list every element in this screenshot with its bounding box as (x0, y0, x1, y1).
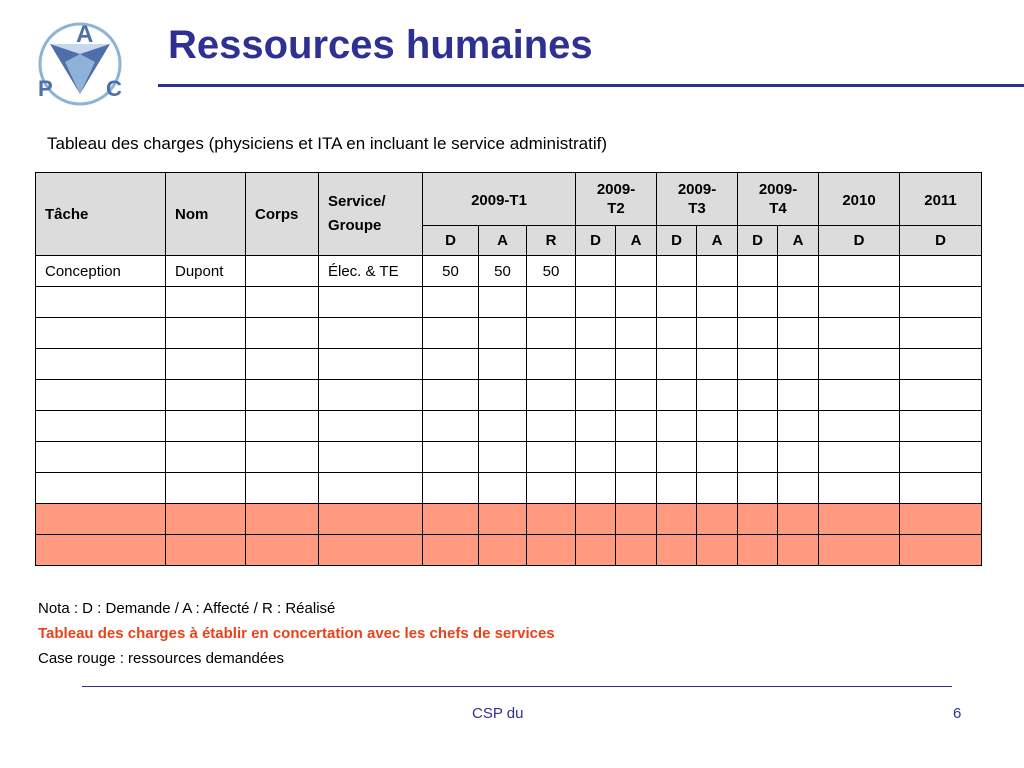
table-cell (778, 349, 819, 380)
header-2009-t4-line2: T4 (769, 200, 787, 217)
table-row-empty (36, 349, 982, 380)
header-2011: 2011 (900, 173, 982, 226)
table-cell (616, 318, 657, 349)
table-caption: Tableau des charges (physiciens et ITA en incluant le service administratif) (47, 134, 608, 153)
header-2009-t4-line1: 2009- (758, 181, 798, 198)
table-cell (527, 380, 576, 411)
table-cell (319, 504, 423, 535)
table-cell (657, 349, 697, 380)
table-cell (527, 442, 576, 473)
table-cell (246, 318, 319, 349)
table-cell (319, 442, 423, 473)
table-cell (527, 411, 576, 442)
cell-t2-d (576, 256, 616, 287)
table-cell (900, 473, 982, 504)
cell-t2-a (616, 256, 657, 287)
table-cell (166, 349, 246, 380)
table-cell (657, 380, 697, 411)
table-cell (246, 535, 319, 566)
cell-t4-d (738, 256, 778, 287)
table-cell (657, 473, 697, 504)
table-cell (319, 411, 423, 442)
table-cell (319, 473, 423, 504)
table-cell (697, 349, 738, 380)
table-cell (738, 287, 778, 318)
table-cell (479, 411, 527, 442)
header-2009-t2 (576, 173, 657, 226)
table-cell (697, 380, 738, 411)
table-cell (900, 318, 982, 349)
table-cell (527, 535, 576, 566)
header-service (319, 173, 423, 256)
table-cell (319, 287, 423, 318)
table-cell (616, 473, 657, 504)
cell-t1-d: 50 (423, 256, 479, 287)
table-cell (697, 318, 738, 349)
table-cell (819, 504, 900, 535)
table-cell (819, 349, 900, 380)
table-cell (900, 287, 982, 318)
table-cell (479, 442, 527, 473)
table-cell (166, 442, 246, 473)
table-cell (616, 411, 657, 442)
table-cell (246, 349, 319, 380)
table-cell (479, 318, 527, 349)
cell-t1-a: 50 (479, 256, 527, 287)
cell-service: Élec. & TE (319, 256, 423, 287)
table-cell (479, 349, 527, 380)
subheader-t3-a: A (697, 226, 738, 256)
table-cell (657, 535, 697, 566)
table-cell (166, 535, 246, 566)
table-cell (166, 411, 246, 442)
table-cell (246, 287, 319, 318)
table-row (36, 256, 982, 287)
table-cell (778, 535, 819, 566)
table-cell (616, 287, 657, 318)
logo-letter-p: P (38, 76, 53, 101)
table-cell (246, 442, 319, 473)
table-cell (697, 411, 738, 442)
page-number: 6 (953, 705, 962, 722)
header-2009-t2-line1: 2009- (596, 181, 636, 198)
table-cell (527, 287, 576, 318)
header-2009-t3-line1: 2009- (677, 181, 717, 198)
table-cell (423, 473, 479, 504)
table-row-empty (36, 411, 982, 442)
table-row-empty (36, 473, 982, 504)
header-2009-t2-line2: T2 (607, 200, 625, 217)
subheader-t4-d: D (738, 226, 778, 256)
table-cell (576, 442, 616, 473)
subheader-2010-d: D (819, 226, 900, 256)
table-cell (576, 349, 616, 380)
table-row-requested (36, 504, 982, 535)
table-cell (479, 287, 527, 318)
table-cell (819, 535, 900, 566)
table-cell (900, 535, 982, 566)
table-cell (319, 349, 423, 380)
table-cell (657, 318, 697, 349)
subheader-t1-r: R (527, 226, 576, 256)
table-cell (616, 535, 657, 566)
table-cell (576, 504, 616, 535)
table-cell (778, 380, 819, 411)
header-2009-t3-line2: T3 (688, 200, 706, 217)
table-cell (819, 380, 900, 411)
table-cell (738, 504, 778, 535)
table-cell (479, 473, 527, 504)
table-cell (778, 504, 819, 535)
table-cell (36, 442, 166, 473)
logo-letter-c: C (106, 76, 122, 101)
table-cell (423, 318, 479, 349)
table-cell (479, 504, 527, 535)
table-row-empty (36, 442, 982, 473)
table-cell (778, 287, 819, 318)
subheader-t2-d: D (576, 226, 616, 256)
header-tache: Tâche (36, 173, 166, 256)
table-cell (246, 411, 319, 442)
cell-nom: Dupont (166, 256, 246, 287)
table-cell (527, 473, 576, 504)
table-cell (166, 473, 246, 504)
footer-text: CSP du (472, 705, 524, 722)
table-cell (246, 504, 319, 535)
subheader-t1-d: D (423, 226, 479, 256)
table-cell (423, 411, 479, 442)
table-cell (657, 287, 697, 318)
table-cell (36, 287, 166, 318)
table-cell (319, 318, 423, 349)
table-cell (423, 535, 479, 566)
table-cell (657, 442, 697, 473)
table-cell (738, 380, 778, 411)
cell-corps (246, 256, 319, 287)
table-cell (246, 473, 319, 504)
table-cell (657, 504, 697, 535)
page-title: Ressources humaines (168, 23, 593, 67)
subheader-t2-a: A (616, 226, 657, 256)
table-row-empty (36, 287, 982, 318)
table-cell (166, 287, 246, 318)
table-cell (166, 380, 246, 411)
charges-table (35, 172, 982, 566)
table-cell (479, 535, 527, 566)
cell-t1-r: 50 (527, 256, 576, 287)
table-cell (778, 442, 819, 473)
header-2009-t4 (738, 173, 819, 226)
table-cell (657, 411, 697, 442)
table-row-empty (36, 380, 982, 411)
subheader-2011-d: D (900, 226, 982, 256)
header-corps: Corps (246, 173, 319, 256)
table-cell (319, 535, 423, 566)
table-cell (616, 380, 657, 411)
table-cell (479, 380, 527, 411)
table-cell (778, 411, 819, 442)
table-cell (576, 318, 616, 349)
table-cell (36, 380, 166, 411)
cell-t4-a (778, 256, 819, 287)
table-cell (819, 318, 900, 349)
table-cell (423, 442, 479, 473)
table-cell (423, 349, 479, 380)
table-cell (738, 411, 778, 442)
table-cell (36, 318, 166, 349)
table-cell (616, 442, 657, 473)
table-cell (738, 349, 778, 380)
table-cell (819, 442, 900, 473)
table-cell (778, 473, 819, 504)
table-cell (900, 442, 982, 473)
table-cell (738, 473, 778, 504)
title-underline (158, 84, 1024, 87)
table-cell (527, 318, 576, 349)
table-cell (166, 318, 246, 349)
logo-letter-a: A (76, 21, 94, 48)
table-cell (576, 473, 616, 504)
table-cell (819, 411, 900, 442)
table-cell (697, 442, 738, 473)
cell-2010-d (819, 256, 900, 287)
footer-divider (82, 686, 952, 687)
table-cell (36, 411, 166, 442)
apc-logo (30, 12, 130, 112)
table-cell (576, 535, 616, 566)
table-cell (616, 504, 657, 535)
header-service-line2: Groupe (328, 217, 382, 234)
table-cell (423, 504, 479, 535)
table-cell (423, 287, 479, 318)
table-cell (36, 349, 166, 380)
table-cell (697, 473, 738, 504)
table-cell (697, 504, 738, 535)
subheader-t4-a: A (778, 226, 819, 256)
highlight-note: Tableau des charges à établir en concertation avec les chefs de services (38, 625, 555, 642)
table-cell (576, 287, 616, 318)
table-cell (738, 535, 778, 566)
table-cell (576, 380, 616, 411)
table-cell (527, 349, 576, 380)
table-cell (246, 380, 319, 411)
subheader-t1-a: A (479, 226, 527, 256)
table-cell (576, 411, 616, 442)
table-cell (423, 380, 479, 411)
subheader-t3-d: D (657, 226, 697, 256)
table-cell (319, 380, 423, 411)
red-case-note: Case rouge : ressources demandées (38, 650, 284, 667)
table-row-empty (36, 318, 982, 349)
table-cell (738, 318, 778, 349)
table-row-requested (36, 535, 982, 566)
table-cell (697, 287, 738, 318)
table-cell (819, 473, 900, 504)
header-2010: 2010 (819, 173, 900, 226)
table-cell (900, 349, 982, 380)
table-cell (738, 442, 778, 473)
header-2009-t1: 2009-T1 (423, 173, 576, 226)
cell-2011-d (900, 256, 982, 287)
cell-t3-a (697, 256, 738, 287)
header-2009-t3 (657, 173, 738, 226)
table-cell (166, 504, 246, 535)
table-cell (36, 473, 166, 504)
cell-t3-d (657, 256, 697, 287)
legend-note: Nota : D : Demande / A : Affecté / R : Réalisé (38, 600, 336, 617)
cell-tache: Conception (36, 256, 166, 287)
table-cell (900, 504, 982, 535)
header-nom: Nom (166, 173, 246, 256)
table-cell (36, 504, 166, 535)
table-cell (900, 380, 982, 411)
table-cell (36, 535, 166, 566)
header-service-line1: Service/ (328, 193, 386, 210)
table-cell (616, 349, 657, 380)
table-cell (527, 504, 576, 535)
table-cell (778, 318, 819, 349)
table-cell (697, 535, 738, 566)
table-cell (819, 287, 900, 318)
table-cell (900, 411, 982, 442)
